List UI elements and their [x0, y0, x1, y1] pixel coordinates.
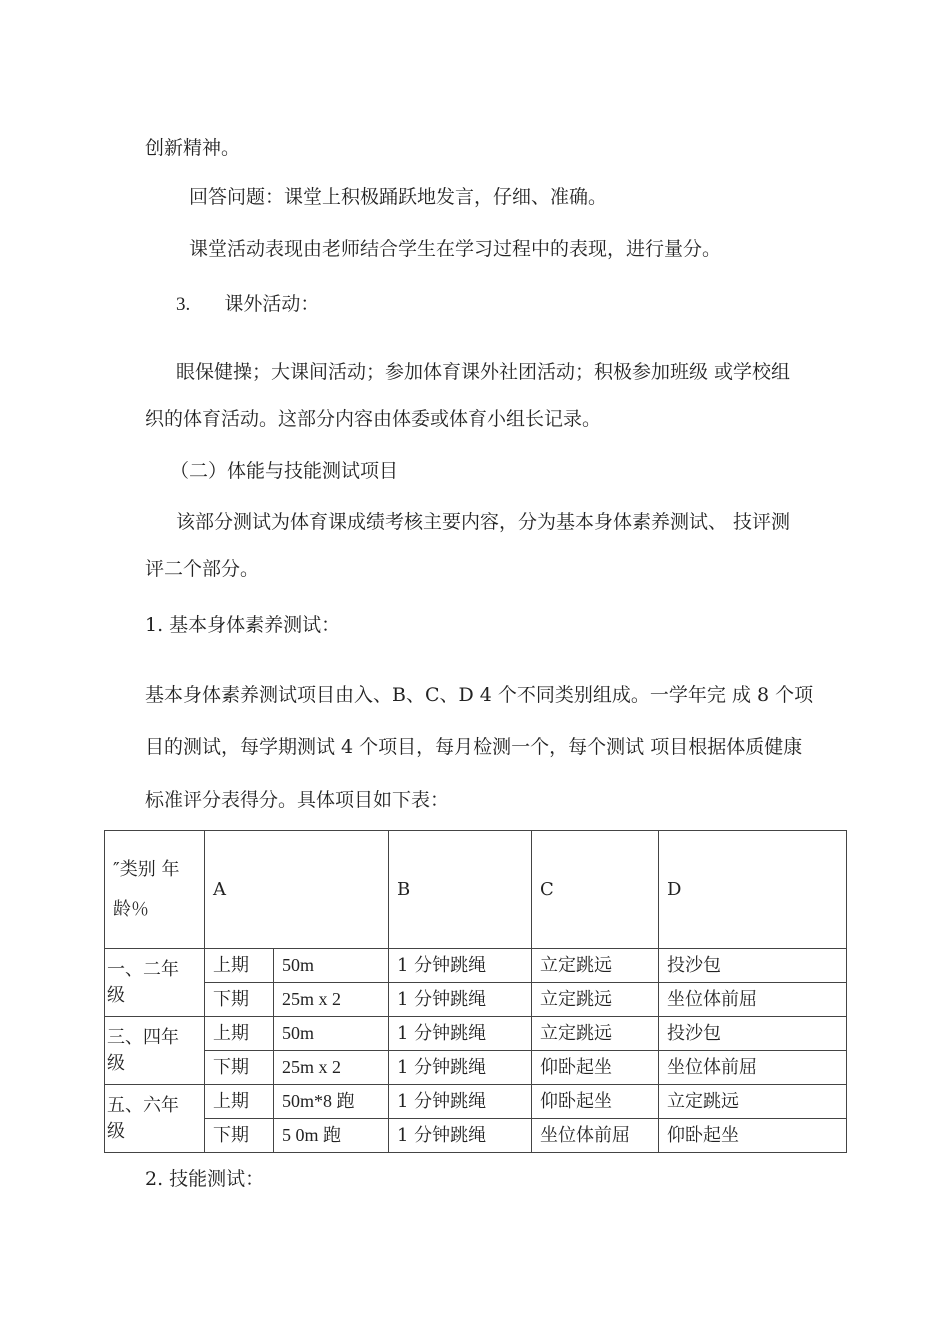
- item-c-cell: 仰卧起坐: [532, 1085, 659, 1119]
- header-b: B: [389, 831, 532, 949]
- header-a: A: [205, 831, 389, 949]
- term-cell: 上期: [205, 1017, 274, 1051]
- term-cell: 下期: [205, 1051, 274, 1085]
- item-a-cell: 5 0m 跑: [274, 1119, 389, 1153]
- item-c-cell: 立定跳远: [532, 949, 659, 983]
- grade-cell: 一、二年 级: [105, 949, 205, 1017]
- item-a-cell: 50m: [274, 1017, 389, 1051]
- corner-line1: ″类别 年: [113, 858, 180, 880]
- item-b-cell: 1 分钟跳绳: [389, 949, 532, 983]
- table-header-row: [105, 831, 847, 949]
- item-b-cell: 1 分钟跳绳: [389, 1119, 532, 1153]
- paragraph-extracurricular-line2: 织的体育活动。这部分内容由体委或体育小组长记录。: [145, 408, 602, 430]
- table-row: [105, 1017, 847, 1051]
- table-row: [105, 1051, 847, 1085]
- heading-fitness-tests: （二）体能与技能测试项目: [170, 460, 399, 482]
- item-b-cell: 1 分钟跳绳: [389, 1017, 532, 1051]
- item-c-cell: 仰卧起坐: [532, 1051, 659, 1085]
- paragraph-test-intro-line2: 评二个部分。: [145, 558, 260, 580]
- paragraph-basic-fitness-line3: 标准评分表得分。具体项目如下表：: [145, 789, 450, 811]
- fitness-test-table: [104, 830, 847, 1153]
- section-3-title: 课外活动：: [224, 293, 320, 315]
- grade-cell: 三、四年 级: [105, 1017, 205, 1085]
- item-a-cell: 50m*8 跑: [274, 1085, 389, 1119]
- item-b-cell: 1 分钟跳绳: [389, 983, 532, 1017]
- term-cell: 下期: [205, 1119, 274, 1153]
- item-c-cell: 立定跳远: [532, 983, 659, 1017]
- section-3-heading: [176, 295, 319, 314]
- item-a-cell: 25m x 2: [274, 983, 389, 1017]
- paragraph-basic-fitness-line2: 目的测试，每学期测试 4 个项目，每月检测一个，每个测试 项目根据体质健康: [145, 736, 803, 758]
- item-d-cell: 立定跳远: [659, 1085, 847, 1119]
- item-c-cell: 坐位体前屈: [532, 1119, 659, 1153]
- item-d-cell: 坐位体前屈: [659, 1051, 847, 1085]
- heading-basic-fitness: 1. 基本身体素养测试：: [145, 614, 341, 636]
- item-b-cell: 1 分钟跳绳: [389, 1085, 532, 1119]
- table-row: [105, 1085, 847, 1119]
- header-c: C: [532, 831, 659, 949]
- item-d-cell: 投沙包: [659, 1017, 847, 1051]
- item-d-cell: 坐位体前屈: [659, 983, 847, 1017]
- table-row: [105, 983, 847, 1017]
- paragraph-innovation: 创新精神。: [145, 137, 241, 159]
- paragraph-test-intro-line1: 该部分测试为体育课成绩考核主要内容，分为基本身体素养测试、 技评测: [176, 511, 791, 533]
- item-a-cell: 50m: [274, 949, 389, 983]
- header-d: D: [659, 831, 847, 949]
- paragraph-extracurricular-line1: 眼保健操；大课间活动；参加体育课外社团活动；积极参加班级 或学校组: [176, 361, 791, 383]
- item-b-cell: 1 分钟跳绳: [389, 1051, 532, 1085]
- table-row: [105, 949, 847, 983]
- corner-line2: 龄％: [113, 898, 149, 920]
- paragraph-basic-fitness-line1: 基本身体素养测试项目由入、B、C、D 4 个不同类别组成。一学年完 成 8 个项: [145, 684, 814, 706]
- section-3-number: 3.: [176, 294, 191, 315]
- item-d-cell: 仰卧起坐: [659, 1119, 847, 1153]
- table-row: [105, 1119, 847, 1153]
- item-a-cell: 25m x 2: [274, 1051, 389, 1085]
- grade-cell: 五、六年 级: [105, 1085, 205, 1153]
- term-cell: 上期: [205, 949, 274, 983]
- term-cell: 下期: [205, 983, 274, 1017]
- paragraph-answer-questions: 回答问题：课堂上积极踊跃地发言，仔细、准确。: [189, 186, 608, 208]
- item-c-cell: 立定跳远: [532, 1017, 659, 1051]
- table-corner-cell: [105, 831, 205, 949]
- heading-skill-test: 2. 技能测试：: [145, 1168, 265, 1190]
- paragraph-class-activity: 课堂活动表现由老师结合学生在学习过程中的表现，进行量分。: [189, 238, 722, 260]
- term-cell: 上期: [205, 1085, 274, 1119]
- item-d-cell: 投沙包: [659, 949, 847, 983]
